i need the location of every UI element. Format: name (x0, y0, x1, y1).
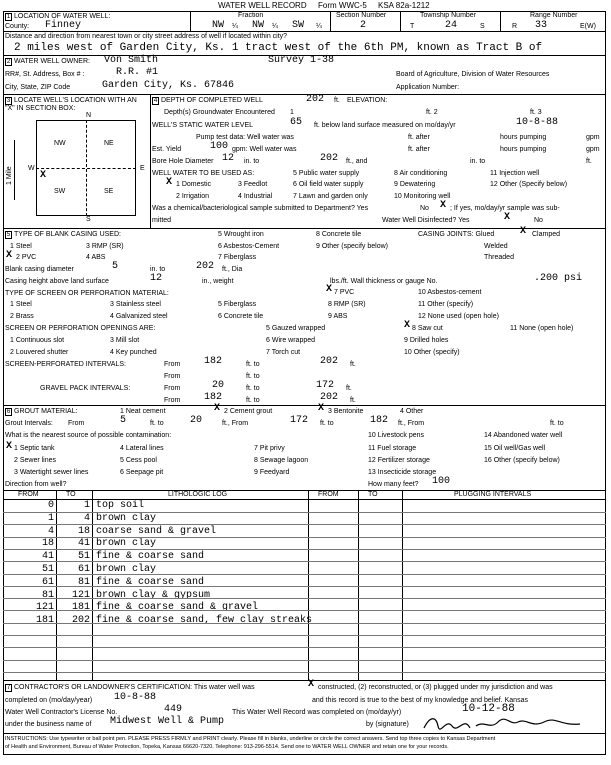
west-label: W (28, 165, 35, 172)
use-air: 8 Air conditioning (394, 170, 448, 177)
direction-label: Direction from well? (5, 481, 67, 488)
bore-in: in. to (244, 158, 260, 165)
log-row-to: 181 (71, 602, 90, 614)
grout-ftto-2: ft. to (320, 420, 334, 427)
contam-feedyard: 9 Feedyard (254, 469, 290, 476)
contam-fertilizer: 12 Fertilizer storage (368, 457, 430, 464)
log-rule (3, 549, 606, 550)
log-header-to-2: TO (368, 491, 378, 498)
open-x: X (404, 320, 411, 331)
township-label: Township Number (420, 12, 477, 19)
owner-label: WATER WELL OWNER: (14, 58, 90, 65)
rr-label: RR#, St. Address, Box # : (5, 71, 85, 78)
perf-to-value: 202 (320, 356, 339, 367)
county-value: Finney (45, 20, 82, 31)
gauge-value: .200 psi (534, 273, 583, 284)
quadrant-ne: NE (104, 140, 114, 147)
use-irrigation: 2 Irrigation (176, 193, 210, 200)
cert-date2: 10-12-88 (462, 703, 515, 715)
contam-watertight: 3 Watertight sewer lines (14, 469, 89, 476)
casing-asbestos: 6 Asbestos-Cement (218, 243, 280, 250)
use-other: 12 Other (Specify below) (490, 181, 568, 188)
log-row-desc: fine & coarse sand, few clay streaks (96, 615, 313, 627)
grout-ftfrom-2: ft., From (398, 420, 425, 427)
log-row-desc: brown clay (96, 564, 157, 575)
form-statute: KSA 82a-1212 (378, 1, 430, 10)
log-row-to: 18 (77, 525, 90, 537)
open-drilled: 9 Drilled holes (404, 337, 449, 344)
log-row-to: 51 (77, 551, 90, 563)
grout-f1: 5 (120, 415, 127, 426)
north-label: N (86, 112, 92, 119)
grout-int-label: Grout Intervals: (5, 420, 53, 427)
range-prefix: R (512, 23, 518, 30)
log-row-desc: brown clay & gypsum (96, 589, 211, 601)
log-row-to: 41 (77, 538, 90, 550)
log-rule (3, 635, 606, 636)
log-row-to: 121 (71, 589, 90, 601)
grout-t2: 182 (370, 415, 389, 426)
application-label: Application Number: (396, 84, 460, 91)
log-header-from-2: FROM (318, 491, 339, 498)
depth-label: DEPTH OF COMPLETED WELL (161, 97, 263, 104)
grout-other: 4 Other (400, 408, 424, 415)
gravel-ft-2: ft. (350, 397, 356, 404)
diam-to: 202 (196, 261, 215, 272)
chem-label: Was a chemical/bacteriological sample submitted to Department? Yes (152, 205, 369, 212)
gw-1: 1 (290, 109, 294, 116)
grout-label: GROUT MATERIAL: (14, 408, 78, 415)
log-row-to: 1 (83, 500, 90, 511)
log-rule (3, 586, 606, 587)
use-industrial: 4 Industrial (238, 193, 273, 200)
screen-none: 12 None used (open hole) (418, 313, 499, 320)
use-domestic: 1 Domestic (176, 181, 212, 188)
yield-gpm: gpm (586, 146, 600, 153)
quadrant-sw: SW (54, 188, 66, 195)
gw-3: ft. 3 (530, 109, 542, 116)
diam-in: in. to (150, 266, 166, 273)
screen-rmp: 8 RMP (SR) (328, 301, 366, 308)
perf-ft: ft. (350, 361, 356, 368)
depth-value: 202 (306, 94, 325, 105)
contam-label: What is the nearest source of possible contamination: (5, 432, 172, 439)
log-row-desc: coarse sand & gravel (96, 525, 217, 537)
fraction-3: SW (292, 20, 305, 31)
bore-in-to: in. to (470, 158, 486, 165)
log-row-to: 61 (77, 564, 90, 575)
static-date: 10-8-88 (516, 117, 559, 128)
cert-by: by (signature) (366, 721, 409, 728)
log-row-from: 121 (35, 602, 54, 614)
chem-mitted: mitted (152, 217, 172, 224)
howmany-value: 100 (432, 476, 451, 487)
screen-brass: 2 Brass (10, 313, 34, 320)
county-label: County: (5, 23, 30, 30)
log-rule (3, 610, 606, 611)
grout-ftfrom: ft., From (222, 420, 249, 427)
log-row-from: 61 (41, 576, 54, 588)
use-public: 5 Public water supply (293, 170, 360, 177)
gravel2-from-value: 182 (204, 392, 223, 403)
screen-label: TYPE OF SCREEN OR PERFORATION MATERIAL: (5, 290, 169, 297)
section-number: 2 (360, 20, 367, 31)
casing-rmp: 3 RMP (SR) (86, 243, 124, 250)
contam-seepage: 6 Seepage pit (120, 469, 164, 476)
use-dewatering: 9 Dewatering (394, 181, 436, 188)
log-row-to: 4 (83, 512, 90, 524)
contam-privy: 7 Pit privy (254, 445, 285, 452)
gravel-ft: ft. (346, 385, 352, 392)
cert-line3b: This Water Well Record was completed on (mo/day/yr) (232, 709, 402, 716)
screen-fiberglass: 5 Fiberglass (218, 301, 257, 308)
gravel-label: GRAVEL PACK INTERVALS: (40, 385, 131, 392)
cert-label: CONTRACTOR'S OR LANDOWNER'S CERTIFICATION: This water well was (14, 684, 255, 691)
groundwater-label: Depth(s) Groundwater Encountered (164, 109, 275, 116)
bore-to: 202 (320, 153, 339, 164)
casing-pvc-x: X (6, 250, 13, 261)
disinfected-label: Water Well Disinfected? Yes (382, 217, 470, 224)
casing-fiberglass: 7 Fiberglass (218, 254, 257, 261)
pump-test-label: Pump test data: Well water was (196, 134, 294, 141)
log-rule (3, 660, 606, 661)
screen-asbestos: 10 Asbestos-cement (418, 289, 482, 296)
log-row-from: 51 (41, 564, 54, 575)
log-row-desc: top soil (96, 500, 145, 511)
log-row-from: 181 (35, 615, 54, 627)
log-row-desc: brown clay (96, 538, 157, 550)
log-row-from: 4 (47, 525, 54, 537)
log-rule (3, 574, 606, 575)
chem-x: X (440, 200, 447, 211)
cert-line1b: constructed, (2) reconstructed, or (3) plugged under my jurisdiction and was (318, 684, 553, 691)
log-row-desc: fine & coarse sand (96, 576, 205, 588)
form-number: Form WWC-5 (318, 1, 367, 10)
distance-text: 2 miles west of Garden City, Ks. 1 tract west of the 6th PM, known as Tract B of (14, 42, 543, 54)
quarter-mark-1: ¼ (232, 23, 238, 30)
gravel2-to-value: 202 (320, 392, 339, 403)
cert-line2a: completed on (mo/day/year) (5, 697, 93, 704)
quadrant-nw: NW (54, 140, 66, 147)
fraction-1: NW (212, 20, 225, 31)
use-oilfield: 6 Oil field water supply (293, 181, 364, 188)
screen-other: 11 Other (specify) (418, 301, 474, 308)
cert-line4a: under the business name of (5, 721, 92, 728)
casing-wrought: 5 Wrought iron (218, 231, 264, 238)
south-label: S (86, 216, 91, 223)
contam-lagoon: 8 Sewage lagoon (254, 457, 309, 464)
cert-line3a: Water Well Contractor's License No. (5, 709, 118, 716)
mile-label: 1 Mile (6, 166, 13, 185)
form-title: WATER WELL RECORD (218, 1, 307, 10)
static-value: 65 (290, 117, 303, 128)
cert-x: X (308, 679, 315, 690)
log-rule (3, 647, 606, 648)
gravel-from-2: From (164, 397, 181, 404)
howmany-label: How many feet? (368, 481, 419, 488)
yield-hours: hours pumping (500, 146, 547, 153)
signature (420, 712, 590, 734)
open-gauzed: 5 Gauzed wrapped (266, 325, 326, 332)
bore-value: 12 (222, 153, 235, 164)
contam-insecticide: 13 Insecticide storage (368, 469, 437, 476)
log-row-to: 202 (71, 615, 90, 627)
disinfected-no: No (534, 217, 543, 224)
bore-tail: ft., and (346, 158, 368, 165)
gravel-to-value: 172 (316, 380, 335, 391)
height-label: Casing height above land surface (5, 278, 109, 285)
contam-oilwell: 15 Oil well/Gas well (484, 445, 546, 452)
casing-pvc: 2 PVC (16, 254, 37, 261)
township-suffix: S (480, 23, 485, 30)
disinfected-x: X (504, 212, 511, 223)
height-value: 12 (150, 273, 163, 284)
log-rule (3, 524, 606, 525)
perf-from-value: 182 (204, 356, 223, 367)
chem-no: No (420, 205, 429, 212)
log-rule (3, 512, 606, 513)
contam-septic-x: X (6, 441, 13, 452)
screen-galvanized: 4 Galvanized steel (110, 313, 168, 320)
open-none: 11 None (open hole) (510, 325, 574, 332)
yield-after: ft. after (408, 146, 430, 153)
quarter-mark-3: ¼ (316, 23, 322, 30)
section-number-label: Section Number (336, 12, 387, 19)
diam-label: Blank casing diameter (5, 266, 74, 273)
casing-concrete: 8 Concrete tile (316, 231, 362, 238)
cert-date: 10-8-88 (114, 692, 157, 703)
instructions-line2: of Health and Environment, Bureau of Water Protection, Topeka, Kansas 66620-7320. Telephone: 913-296-5514. Send one to WATER WELL OWNER and retain one for your records. (5, 744, 449, 750)
grout-neat: 1 Neat cement (120, 408, 166, 415)
range-direction: E(W) (580, 23, 596, 30)
screen-concrete: 6 Concrete tile (218, 313, 264, 320)
open-louvered: 2 Louvered shutter (10, 349, 69, 356)
east-label: E (140, 165, 145, 172)
pump-gpm: gpm (586, 134, 600, 141)
log-row-to: 81 (77, 576, 90, 588)
contam-other: 16 Other (specify below) (484, 457, 560, 464)
joints-threaded: Threaded (484, 254, 514, 261)
open-other: 10 Other (specify) (404, 349, 460, 356)
yield-unit: gpm: Well water was (232, 146, 297, 153)
grout-t1: 20 (190, 415, 203, 426)
contam-livestock: 10 Livestock pens (368, 432, 425, 439)
pump-after: ft. after (408, 134, 430, 141)
city-value: Garden City, Ks. 67846 (102, 80, 235, 91)
contam-sewer: 2 Sewer lines (14, 457, 57, 464)
log-row-from: 41 (41, 551, 54, 563)
use-label: WELL WATER TO BE USED AS: (152, 170, 255, 177)
screen-x: X (326, 284, 333, 295)
use-monitoring: 10 Monitoring well (394, 193, 451, 200)
range-label: Range Number (530, 12, 578, 19)
open-continuous: 1 Continuous slot (10, 337, 65, 344)
grout-cement: 2 Cement grout (224, 408, 273, 415)
log-row-desc: fine & coarse sand & gravel (96, 602, 259, 614)
township-prefix: T (410, 23, 415, 30)
screen-steel: 1 Steel (10, 301, 32, 308)
grout-f2: 172 (290, 415, 309, 426)
use-lawn: 7 Lawn and garden only (293, 193, 368, 200)
log-header-to: TO (66, 491, 76, 498)
static-tail: ft. below land surface measured on mo/day/yr (314, 122, 456, 129)
log-rule (3, 672, 606, 673)
quadrant-se: SE (104, 188, 114, 195)
cert-business: Midwest Well & Pump (110, 716, 225, 727)
log-header-litho: LITHOLOGIC LOG (168, 491, 228, 498)
board-label: Board of Agriculture, Division of Water Resources (396, 71, 550, 78)
range-number: 33 (535, 20, 548, 31)
perf-from-2: From (164, 373, 181, 380)
bore-ft-end: ft. (586, 158, 592, 165)
log-row-from: 81 (41, 589, 54, 601)
use-mark: X (166, 177, 173, 188)
quarter-mark-2: ¼ (272, 23, 278, 30)
contam-cess: 5 Cess pool (120, 457, 157, 464)
gravel-from-value: 20 (212, 380, 225, 391)
log-rule (3, 537, 606, 538)
contam-lateral: 4 Lateral lines (120, 445, 164, 452)
grout-ftto: ft. to (150, 420, 164, 427)
screen-abs: 9 ABS (328, 313, 348, 320)
joints-x: X (520, 226, 527, 237)
diam-dia: ft., Dia (222, 266, 243, 273)
cert-line2b: and this record is true to the best of my knowledge and belief. Kansas (312, 697, 528, 704)
rr-value: R.R. #1 (116, 67, 159, 78)
gravel-from: From (164, 385, 181, 392)
grout-bentonite-x: X (318, 403, 325, 414)
joints-welded: Welded (484, 243, 508, 250)
chem-tail: ; If yes, mo/day/yr sample was sub- (450, 205, 560, 212)
height-in: in., weight (202, 278, 234, 285)
city-label: City, State, ZIP Code (5, 84, 71, 91)
water-well-record-form: WATER WELL RECORD Form WWC-5 KSA 82a-1212 1 LOCATION OF WATER WELL: Fraction Section Number Township Number Range Number County: Finney NW ¼ NW ¼ SW ¼ 2 T 24 S R 33 E(W) Distance and direction from nearest town or city street address of well if located within city? 2 miles west of Garden City, Ks. 1 tract west of the 6th PM, known as Tract B of 2 WATER WELL OWNER: Von Smith Survey 1-38 RR#, St. Address, Box # : R.R. #1 Board of Agriculture, Division of Water Resources City, State, ZIP Code Garden City, Ks. 67846 Application Number: 3 LOCATE WELL'S LOCATION WITH AN "X" IN SECTION BOX: N S W E NW NE SW SE X 1 Mile 4 DEPTH OF COMPLETED WELL 202 ft. ELEVATION: Depth(s) Groundwater Encountered 1 ft. 2 ft. 3 WELL'S STATIC WATER LEVEL 65 ft. below land surface measured on mo/day/yr 10-8-88 Pump test data: Well water was ft. after hours pumping gpm Est. Yield 100 gpm: Well water was ft. after hours pumping gpm Bore Hole Diameter 12 in. to 202 ft., and in. to ft. WELL WATER TO BE USED AS: X 1 Domestic 3 Feedlot 5 Public water supply 8 Air conditioning 11 Injection well 2 Irrigation 4 Industrial 6 Oil field water supply 7 Lawn and garden only 9 Dewatering 10 Monitoring well 12 Other (Specify below) Was a chemical/bacteriological sample submitted to Department? Yes No X ; If yes, mo/day/yr sample was sub- mitted Water Well Disinfected? Yes X No 5 TYPE OF BLANK CASING USED: 1 Steel 3 RMP (SR) 5 Wrought iron 8 Concrete tile X 2 PVC 4 ABS 6 Asbestos-Cement 7 Fiberglass 9 Other (specify below) CASING JOINTS: Glued X Clamped Welded Threaded Blank casing diameter 5 in. to 202 ft., Dia Casing height above land surface 12 in., weight lbs./ft. Wall thickness or gauge No. .200 psi TYPE OF SCREEN OR PERFORATION MATERIAL: 1 Steel 3 Stainless steel 5 Fiberglass X 7 PVC 10 Asbestos-cement 2 Brass 4 Galvanized steel 6 Concrete tile 8 RMP (SR) 9 ABS 11 Other (specify) 12 None used (open hole) SCREEN OR PERFORATION OPENINGS ARE: 1 Continuous slot 3 Mill slot 5 Gauzed wrapped X 8 Saw cut 11 None (open hole) 2 Louvered shutter 4 Key punched 6 Wire wrapped 7 Torch cut 9 Drilled holes 10 Other (specify) SCREEN-PERFORATED INTERVALS: From 182 ft. to 202 ft. From ft. to GRAVEL PACK INTERVALS: From 20 ft. to 172 ft. From 182 ft. to 202 ft. 6 GROUT MATERIAL: 1 Neat cement X 2 Cement grout X 3 Bentonite 4 Other Grout Intervals: From 5 ft. to 20 ft., From 172 ft. to 182 ft., From ft. to What is the nearest source of possible contamination: X 1 Septic tank 4 Lateral lines 7 Pit privy 10 Livestock pens 14 Abandoned water well 2 Sewer lines 5 Cess pool 8 Sewage lagoon 11 Fuel storage 15 Oil well/Gas well 3 Watertight sewer lines 6 Seepage pit 9 Feedyard 12 Fertilizer storage 13 Insecticide storage 16 Other (specify below) Direction from well? How many feet? 100 FROM TO LITHOLOGIC LOG FROM TO PLUGGING INTERVALS 0 1 top soil 1 4 brown clay 4 18 coarse sand & gravel 18 41 brown clay 41 51 fine & coarse sand 51 61 brown clay 61 81 fine & coarse sand 81 121 brown clay & gypsum 121 181 fine & coarse sand & gravel 181 202 fine & coarse sand, few clay streaks 7 CONTRACTOR'S OR LANDOWNER'S CERTIFICATION: This water well was X constructed, (2) reconstructed, or (3) plugged under my jurisdiction and was completed on (mo/day/year) 10-8-88 and this record is true to the best of my knowledge and belief. Kansas Water Well Contractor's License No. 449 This Water Well Record was completed on (mo/day/yr) 10-12-88 under the business name of Midwest Well & Pump by (signature) INSTRUCTIONS: Use typewriter or ball point pen. PLEASE PRESS FIRMLY and PRINT clearly. Please fill in blanks, underline or circle the correct answers. Send top three copies to Kansas Department of Health and Environment, Bureau of Water Protection, Topeka, Kansas 66620-7320. Telephone: 913-296-5514. Send one to WATER WELL OWNER and retain one for your records. (0, 0, 611, 765)
screen-pvc: 7 PVC (334, 289, 355, 296)
open-mill: 3 Mill slot (110, 337, 140, 344)
yield-value: 100 (210, 141, 229, 152)
locate-label: LOCATE WELL'S LOCATION WITH AN "X" IN SECTION BOX: (5, 97, 137, 113)
well-location-mark: X (40, 170, 47, 181)
perf-label: SCREEN-PERFORATED INTERVALS: (5, 361, 126, 368)
yield-label: Est. Yield (152, 146, 182, 153)
township-number: 24 (445, 20, 458, 31)
depth-ft: ft. (334, 97, 340, 104)
joints-glued: CASING JOINTS: Glued (418, 231, 495, 238)
use-injection: 11 Injection well (490, 170, 540, 177)
perf-ftto-2: ft. to (246, 373, 260, 380)
gw-2: ft. 2 (426, 109, 438, 116)
openings-label: SCREEN OR PERFORATION OPENINGS ARE: (5, 325, 156, 332)
log-rule (3, 598, 606, 599)
grout-bentonite: 3 Bentonite (328, 408, 364, 415)
casing-abs: 4 ABS (86, 254, 106, 261)
log-rule (3, 623, 606, 624)
contam-fuel: 11 Fuel storage (368, 445, 417, 452)
owner-name: Von Smith (104, 55, 159, 66)
casing-other: 9 Other (specify below) (316, 243, 388, 250)
open-torch: 7 Torch cut (266, 349, 301, 356)
fraction-label: Fraction (238, 12, 264, 19)
casing-steel: 1 Steel (10, 243, 32, 250)
log-row-desc: brown clay (96, 512, 157, 524)
instructions-line1: INSTRUCTIONS: Use typewriter or ball point pen. PLEASE PRESS FIRMLY and PRINT clearly. Please fill in blanks, underline or circle the correct answers. Send top three copies to Kansas Department (5, 736, 496, 742)
grout-from: From (68, 420, 85, 427)
log-header-from: FROM (18, 491, 39, 498)
gravel-ftto: ft. to (246, 385, 260, 392)
log-row-from: 18 (41, 538, 54, 550)
cert-license: 449 (164, 704, 183, 715)
contam-septic: 1 Septic tank (14, 445, 55, 452)
elevation-label: ELEVATION: (347, 97, 388, 104)
open-key: 4 Key punched (110, 349, 157, 356)
diam-value: 5 (112, 261, 119, 272)
screen-stainless: 3 Stainless steel (110, 301, 161, 308)
fraction-2: NW (252, 20, 265, 31)
section-location-label: LOCATION OF WATER WELL: (14, 13, 111, 20)
pump-hours: hours pumping (500, 134, 547, 141)
gravel-ftto-2: ft. to (246, 397, 260, 404)
open-wire: 6 Wire wrapped (266, 337, 316, 344)
grout-ftto-3: ft. to (550, 420, 564, 427)
distance-label: Distance and direction from nearest town or city street address of well if located within city? (5, 33, 288, 40)
log-row-desc: fine & coarse sand (96, 551, 205, 563)
owner-survey: Survey 1-38 (268, 55, 335, 66)
height-lbs: lbs./ft. Wall thickness or gauge No. (330, 278, 438, 285)
grout-cement-x: X (214, 403, 221, 414)
casing-label: TYPE OF BLANK CASING USED: (14, 231, 121, 238)
log-rule (3, 561, 606, 562)
use-feedlot: 3 Feedlot (238, 181, 268, 188)
log-header-plug: PLUGGING INTERVALS (454, 491, 532, 498)
contam-abandoned: 14 Abandoned water well (484, 432, 563, 439)
bore-label: Bore Hole Diameter (152, 158, 214, 165)
perf-ftto: ft. to (246, 361, 260, 368)
log-row-from: 0 (47, 500, 54, 511)
joints-clamped: Clamped (532, 231, 561, 238)
open-sawcut: 8 Saw cut (412, 325, 443, 332)
static-label: WELL'S STATIC WATER LEVEL (152, 122, 254, 129)
perf-from: From (164, 361, 181, 368)
log-row-from: 1 (47, 512, 54, 524)
